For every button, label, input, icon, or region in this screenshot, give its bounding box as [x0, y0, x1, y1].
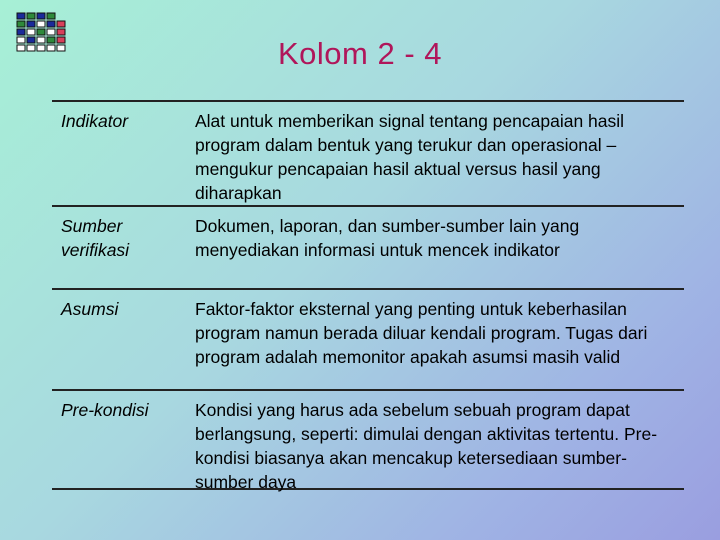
term-cell: Sumber verifikasi — [61, 216, 130, 260]
table-row — [52, 205, 684, 288]
table-row — [52, 288, 684, 389]
table-row — [52, 100, 684, 205]
definition-cell: Kondisi yang harus ada sebelum sebuah program dapat berlangsung, seperti: dimulai dengan aktivitas tertentu. Pre-kondisi biasanya akan mencakup ketersediaan sumber-sumber daya — [195, 400, 658, 492]
term-cell: Pre-kondisi — [61, 400, 149, 420]
definition-table — [52, 100, 684, 490]
term-cell: Indikator — [61, 111, 129, 131]
definition-cell: Faktor-faktor eksternal yang penting untuk keberhasilan program namun berada diluar kendali program. Tugas dari program adalah memonitor apakah asumsi masih valid — [195, 299, 648, 367]
definition-cell: Alat untuk memberikan signal tentang pencapaian hasil program dalam bentuk yang terukur dan operasional – mengukur pencapaian hasil aktual versus hasil yang diharapkan — [195, 111, 625, 203]
slide-title: Kolom 2 - 4 — [277, 36, 442, 71]
term-cell: Asumsi — [61, 299, 119, 319]
table-row — [52, 389, 684, 490]
definition-cell: Dokumen, laporan, dan sumber-sumber lain yang menyediakan informasi untuk mencek indikator — [195, 216, 580, 260]
